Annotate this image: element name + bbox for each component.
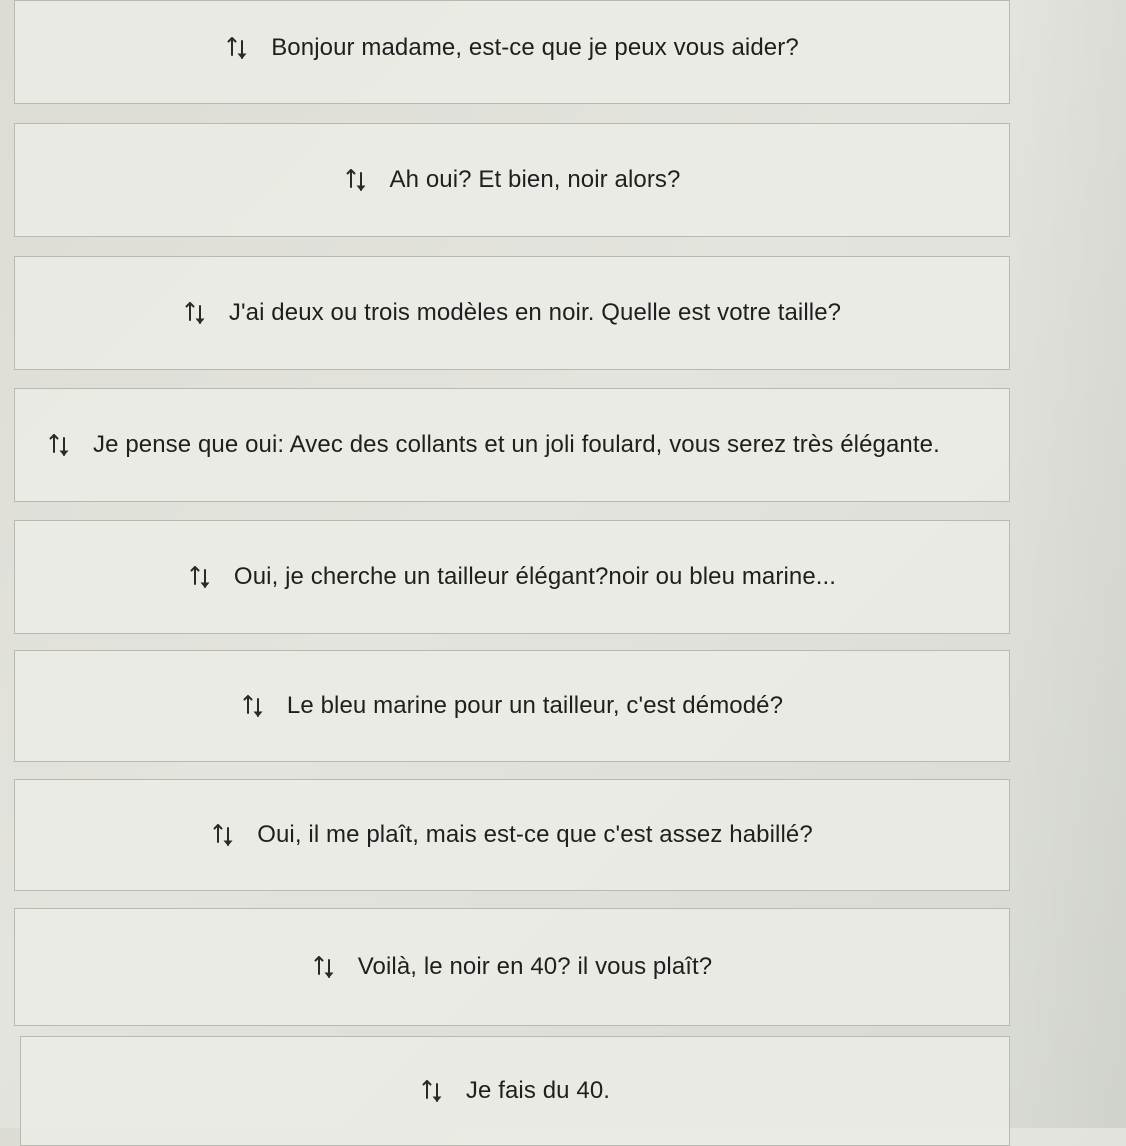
reorder-arrows-icon[interactable] bbox=[312, 954, 336, 980]
sortable-item[interactable] bbox=[20, 1036, 1010, 1146]
item-text: Voilà, le noir en 40? il vous plaît? bbox=[357, 953, 713, 980]
reorder-arrows-icon[interactable] bbox=[241, 693, 265, 719]
reorder-arrows-icon[interactable] bbox=[47, 432, 71, 458]
reorder-arrows-icon[interactable] bbox=[183, 300, 207, 326]
reorder-arrows-icon[interactable] bbox=[188, 564, 212, 590]
reorder-arrows-icon[interactable] bbox=[344, 167, 368, 193]
reorder-arrows-icon[interactable] bbox=[420, 1078, 444, 1104]
item-text: Ah oui? Et bien, noir alors? bbox=[389, 166, 681, 193]
sortable-item[interactable] bbox=[14, 650, 1010, 762]
reorder-arrows-icon[interactable] bbox=[211, 822, 235, 848]
sortable-item[interactable] bbox=[14, 123, 1010, 237]
sortable-item[interactable] bbox=[14, 779, 1010, 891]
item-text: Je pense que oui: Avec des collants et un joli foulard, vous serez très élégante. bbox=[93, 431, 940, 458]
item-text: Le bleu marine pour un tailleur, c'est démodé? bbox=[286, 692, 784, 719]
item-text: Je fais du 40. bbox=[465, 1077, 611, 1104]
item-text: J'ai deux ou trois modèles en noir. Quelle est votre taille? bbox=[228, 299, 842, 326]
reorder-arrows-icon[interactable] bbox=[225, 35, 249, 61]
sortable-item[interactable] bbox=[14, 908, 1010, 1026]
item-text: Bonjour madame, est-ce que je peux vous aider? bbox=[271, 34, 799, 61]
sortable-item[interactable] bbox=[14, 0, 1010, 104]
sortable-item[interactable] bbox=[14, 256, 1010, 370]
item-text: Oui, il me plaît, mais est-ce que c'est assez habillé? bbox=[257, 821, 813, 848]
sortable-item[interactable] bbox=[14, 388, 1010, 502]
sortable-item[interactable] bbox=[14, 520, 1010, 634]
item-text: Oui, je cherche un tailleur élégant?noir ou bleu marine... bbox=[233, 563, 837, 590]
